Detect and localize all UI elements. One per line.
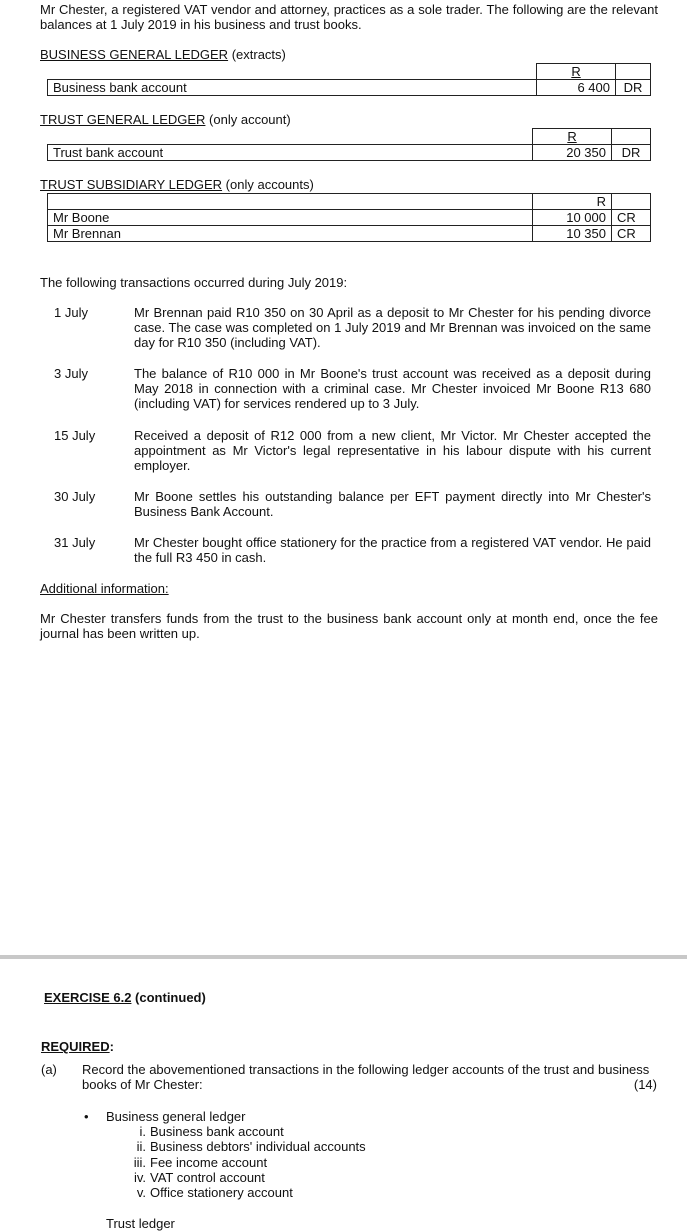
transaction-date: 31 July <box>54 535 96 550</box>
exercise-title: EXERCISE 6.2 <box>44 990 132 1005</box>
table-row <box>48 145 651 161</box>
transaction-text: Received a deposit of R12 000 from a new client, Mr Victor. Mr Chester accepted the appointment as Mr Victor's legal representative in his labour dispute with his current employer. <box>134 428 651 473</box>
trust-group-label: Trust ledger <box>106 1216 175 1231</box>
transactions-heading: The following transactions occurred during July 2019: <box>40 275 348 290</box>
account-amount: 10 000 <box>533 210 612 226</box>
required-heading <box>41 1039 114 1054</box>
trust-ledger-table <box>47 128 651 161</box>
item-label: Business bank account <box>150 1124 284 1139</box>
part-text: Record the abovementioned transactions in the following ledger accounts of the trust and business books of Mr Chester: <box>82 1062 650 1092</box>
account-side: DR <box>615 80 650 96</box>
exercise-heading <box>44 990 206 1005</box>
transaction-text: The balance of R10 000 in Mr Boone's trust account was received as a deposit during May 2018 in connection with a criminal case. Mr Chester invoiced Mr Boone R13 680 (including VAT) for services rendered up to 3 July. <box>134 366 651 411</box>
list-item <box>126 1170 265 1185</box>
transaction-date: 1 July <box>54 305 88 320</box>
item-label: Business debtors' individual accounts <box>150 1139 366 1154</box>
account-name: Business bank account <box>48 80 537 96</box>
trust-ledger-title: TRUST GENERAL LEDGER <box>40 112 206 127</box>
transaction-text: Mr Brennan paid R10 350 on 30 April as a deposit to Mr Chester for his pending divorce case. The case was completed on 1 July 2019 and Mr Brennan was invoiced on the same day for R10 350 (including VAT). <box>134 305 651 350</box>
business-ledger-suffix: (extracts) <box>228 47 286 62</box>
table-row <box>48 210 651 226</box>
account-amount: 6 400 <box>537 80 616 96</box>
account-name: Mr Brennan <box>48 226 533 242</box>
business-ledger-heading <box>40 47 286 62</box>
additional-info-heading: Additional information: <box>40 581 169 596</box>
account-amount: 10 350 <box>533 226 612 242</box>
transaction-date: 30 July <box>54 489 96 504</box>
trust-subsidiary-heading <box>40 177 314 192</box>
transaction-date: 3 July <box>54 366 88 381</box>
table-row <box>48 226 651 242</box>
account-name: Trust bank account <box>48 145 533 161</box>
item-number: v. <box>136 1185 146 1200</box>
transaction-date: 15 July <box>54 428 96 443</box>
list-item <box>126 1185 293 1200</box>
business-group-label: Business general ledger <box>106 1109 246 1124</box>
part-label: (a) <box>41 1062 57 1077</box>
trust-ledger-heading <box>40 112 291 127</box>
item-label: VAT control account <box>150 1170 265 1185</box>
bullet-icon: • <box>84 1109 89 1124</box>
item-label: Office stationery account <box>150 1185 293 1200</box>
list-item <box>126 1139 366 1154</box>
list-item <box>126 1155 267 1170</box>
account-amount: 20 350 <box>533 145 612 161</box>
account-name: Mr Boone <box>48 210 533 226</box>
account-side: CR <box>612 226 651 242</box>
required-colon: : <box>109 1039 114 1054</box>
page-divider <box>0 955 687 959</box>
transaction-text: Mr Chester bought office stationery for the practice from a registered VAT vendor. He paid the full R3 450 in cash. <box>134 535 651 565</box>
table-row <box>48 80 651 96</box>
currency-header: R <box>533 194 612 210</box>
currency-header: R <box>537 64 616 80</box>
required-label: REQUIRED <box>41 1039 110 1054</box>
business-ledger-table <box>47 63 651 96</box>
marks: (14) <box>633 1077 657 1092</box>
list-item <box>126 1124 284 1139</box>
item-number: iii. <box>133 1155 146 1170</box>
item-number: i. <box>139 1124 146 1139</box>
account-side: DR <box>611 145 650 161</box>
business-ledger-title: BUSINESS GENERAL LEDGER <box>40 47 229 62</box>
trust-subsidiary-table <box>47 193 651 242</box>
exercise-continued: (continued) <box>131 990 206 1005</box>
intro-paragraph: Mr Chester, a registered VAT vendor and attorney, practices as a sole trader. The following are the relevant balances at 1 July 2019 in his business and trust books. <box>40 2 658 32</box>
additional-info-text: Mr Chester transfers funds from the trust to the business bank account only at month end, once the fee journal has been written up. <box>40 611 658 641</box>
currency-header: R <box>533 129 612 145</box>
item-label: Fee income account <box>150 1155 268 1170</box>
trust-subsidiary-title: TRUST SUBSIDIARY LEDGER <box>40 177 223 192</box>
trust-ledger-suffix: (only account) <box>205 112 291 127</box>
item-number: iv. <box>133 1170 146 1185</box>
item-number: ii. <box>136 1139 146 1154</box>
transaction-text: Mr Boone settles his outstanding balance per EFT payment directly into Mr Chester's Business Bank Account. <box>134 489 651 519</box>
trust-subsidiary-suffix: (only accounts) <box>222 177 314 192</box>
account-side: CR <box>612 210 651 226</box>
